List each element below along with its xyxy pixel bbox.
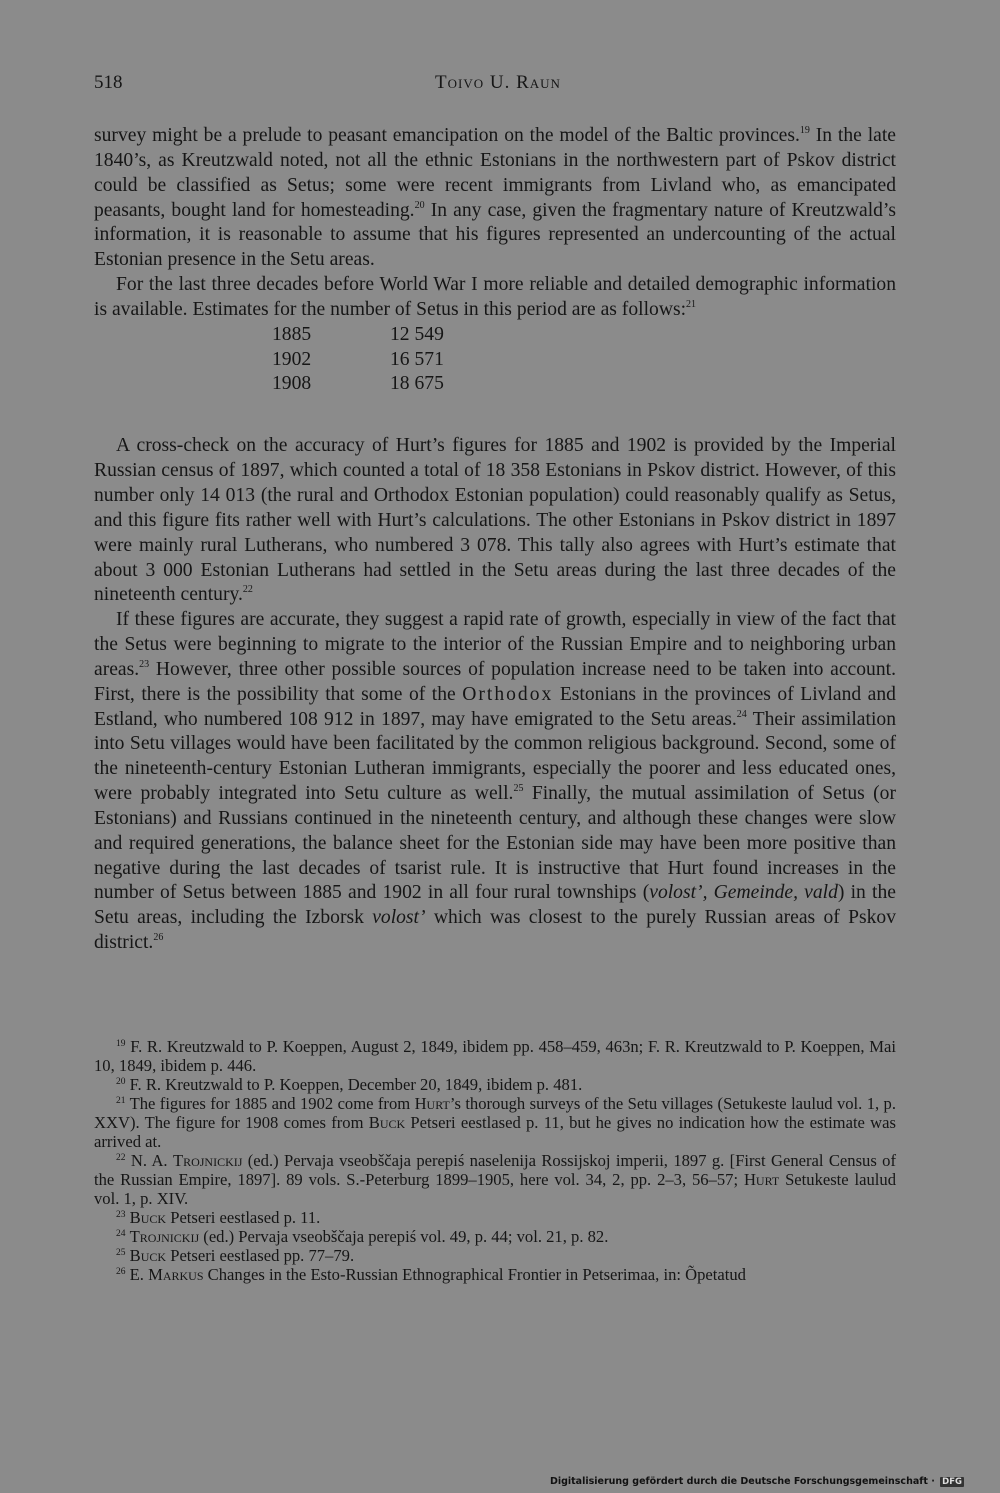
footnote-ref-23: 23 — [139, 658, 150, 670]
credit-text: Digitalisierung gefördert durch die Deutsche Forschungsgemeinschaft · — [549, 1476, 935, 1487]
footnote-number: 25 — [116, 1248, 126, 1258]
author-name: Buck — [129, 1208, 167, 1227]
table-row — [272, 348, 444, 373]
p1-text-b: In the late 1840’s, as Kreutzwald noted, not all the ethnic Estonians in the northwestern part of Pskov district could be classified as Setus; some were recent immigrants from Livland who, as emancipated peasants, bought land for homesteading. — [94, 125, 896, 221]
p1-text-c: In any case, given the fragmentary nature of Kreutzwald’s information, it is reasonable to assume that his figures represented an undercounting of the actual Estonian presence in the Setu areas. — [94, 199, 897, 271]
footnote-19 — [94, 1037, 896, 1075]
estimate-value: 12 549 — [390, 323, 444, 345]
p1-text-a: survey might be a prelude to peasant emancipation on the model of the Baltic provinces. — [94, 125, 800, 146]
p2-text: For the last three decades before World War I more reliable and detailed demographic information is available. Estimates for the number of Setus in this period are as follows: — [94, 274, 896, 320]
p4-text-c: Estonians in the provinces of Livland and Estland, who numbered 108 912 in 1897, may have emigrated to the Setu areas. — [94, 683, 896, 730]
footnote-text: Petseri eestlased p. 11. — [166, 1208, 321, 1227]
paragraph-4 — [94, 608, 896, 956]
footnote-text: F. R. Kreutzwald to P. Koeppen, December 20, 1849, ibidem p. 481. — [125, 1075, 583, 1094]
footnote-26 — [94, 1265, 896, 1284]
author-name: Trojnickij — [172, 1151, 243, 1170]
author-name: Buck — [129, 1246, 167, 1265]
footnote-ref-26: 26 — [153, 932, 164, 944]
footnote-number: 26 — [116, 1267, 126, 1277]
footnote-text: N. A. — [125, 1151, 173, 1170]
footnote-25 — [94, 1246, 896, 1265]
footnote-number: 19 — [116, 1039, 126, 1049]
footnote-number: 22 — [116, 1153, 126, 1163]
footnote-24 — [94, 1227, 896, 1246]
footnote-text: F. R. Kreutzwald to P. Koeppen, August 2, 1849, ibidem pp. 458–459, 463n; F. R. Kreutzwald to P. Koeppen, Mai 10, 1849, ibidem p. 446. — [94, 1037, 896, 1075]
footnote-text: Changes in the Esto-Russian Ethnographical Frontier in Petserimaa, in: Õpetatud — [203, 1265, 746, 1284]
p4-text-d: Their assimilation into Setu villages would have been facilitated by the common religious background. Second, some of the nineteenth-century Estonian Lutheran immigrants, especially the poorer and less educated ones, were probably integrated into Setu culture as well. — [94, 708, 896, 805]
footnote-text: (ed.) Pervaja vseobščaja perepiś naselenija Rossijskoj imperii, 1897 g. [First General Census of the Russian Empire, 1897]. 89 vols. S.-Peterburg 1899–1905, here vol. 34, 2, pp. 2–3, 56–57; — [94, 1151, 896, 1189]
footnote-number: 24 — [116, 1229, 126, 1239]
estimate-value: 16 571 — [390, 348, 444, 370]
p4-spaced-word: Orthodox — [462, 683, 554, 705]
p4-text-g: which was closest to the purely Russian areas of Pskov district. — [94, 907, 896, 954]
footnote-number: 21 — [116, 1096, 126, 1106]
paragraph-3 — [94, 434, 896, 608]
footnote-text: ’s thorough surveys of the Setu villages (Setukeste laulud vol. 1, p. XXV). The figure for 1908 comes from — [94, 1094, 896, 1132]
table-row — [272, 323, 444, 348]
p3-text: A cross-check on the accuracy of Hurt’s figures for 1885 and 1902 is provided by the Imperial Russian census of 1897, which counted a total of 18 358 Estonians in Pskov district. However, of this number only 14 013 (the rural and Orthodox Estonian population) could reasonably qualify as Setus, and this figure fits rather well with Hurt’s calculations. The other Estonians in Pskov district in 1897 were mainly rural Lutherans, who numbered 3 078. This tally also agrees with Hurt’s estimate that about 3 000 Estonian Lutherans had settled in the Setu areas during the last three decades of the nineteenth century. — [94, 435, 896, 606]
footnote-ref-25: 25 — [513, 783, 524, 795]
footnote-ref-19: 19 — [799, 125, 810, 136]
p4-text-e: Finally, the mutual assimilation of Setus (or Estonians) and Russians continued in the nineteenth century, and although these changes were slow and required generations, the balance sheet for the Estonian side may have been more positive than negative during the last decades of tsarist rule. It is instructive that Hurt found increases in the number of Setus between 1885 and 1902 in all four rural townships ( — [94, 783, 896, 904]
author-name: Markus — [148, 1265, 204, 1284]
author-name: Hurt — [743, 1170, 780, 1189]
footnote-ref-24: 24 — [736, 708, 747, 720]
estimate-year: 1885 — [272, 323, 312, 345]
page-number: 518 — [94, 72, 123, 93]
footnote-text: Petseri eestlased pp. 77–79. — [166, 1246, 355, 1265]
estimates-table — [272, 323, 444, 398]
running-head: Toivo U. Raun — [435, 72, 561, 93]
p4-text-b: However, three other possible sources of population increase need to be taken into account. First, there is the possibility that some of the — [94, 658, 896, 705]
p4-text-a: If these figures are accurate, they suggest a rapid rate of growth, especially in view of the fact that the Setus were beginning to migrate to the interior of the Russian Empire and to neighboring urban areas. — [94, 609, 896, 680]
digitization-credit — [550, 1476, 964, 1487]
p4-text-f: ) in the Setu areas, including the Izborsk — [94, 882, 896, 929]
footnote-ref-21: 21 — [686, 298, 697, 310]
body-text — [94, 124, 896, 956]
p4-italic-volost: volost’ — [372, 907, 426, 929]
footnote-number: 23 — [116, 1210, 126, 1220]
footnote-text: E. — [125, 1265, 149, 1284]
footnote-text: (ed.) Pervaja vseobščaja perepiś vol. 49, p. 44; vol. 21, p. 82. — [199, 1227, 609, 1246]
footnotes — [94, 1037, 896, 1284]
footnote-number: 20 — [116, 1077, 126, 1087]
author-name: Buck — [368, 1113, 406, 1132]
dfg-logo-icon: DFG — [942, 1477, 962, 1487]
author-name: Hurt — [414, 1094, 450, 1113]
p4-italic-terms: volost’, Gemeinde, vald — [649, 882, 838, 904]
footnote-text: The figures for 1885 and 1902 come from — [125, 1094, 415, 1113]
spacer — [94, 397, 896, 434]
paragraph-1 — [94, 124, 896, 273]
footnote-ref-20: 20 — [414, 199, 425, 211]
footnote-text: Setukeste laulud vol. 1, p. XIV. — [94, 1170, 897, 1208]
estimate-year: 1902 — [272, 348, 312, 370]
page-header — [94, 72, 902, 100]
footnote-20 — [94, 1075, 896, 1094]
table-row — [272, 372, 444, 397]
author-name: Trojnickij — [129, 1227, 200, 1246]
footnote-ref-22: 22 — [242, 584, 253, 596]
estimate-value: 18 675 — [390, 373, 444, 395]
footnote-23 — [94, 1208, 896, 1227]
footnote-21 — [94, 1094, 896, 1151]
paragraph-2 — [94, 273, 896, 323]
footnote-text: Petseri eestlased p. 11, but he gives no indication how the estimate was arrived at. — [94, 1113, 896, 1151]
footnote-22 — [94, 1151, 896, 1208]
estimate-year: 1908 — [272, 373, 312, 395]
